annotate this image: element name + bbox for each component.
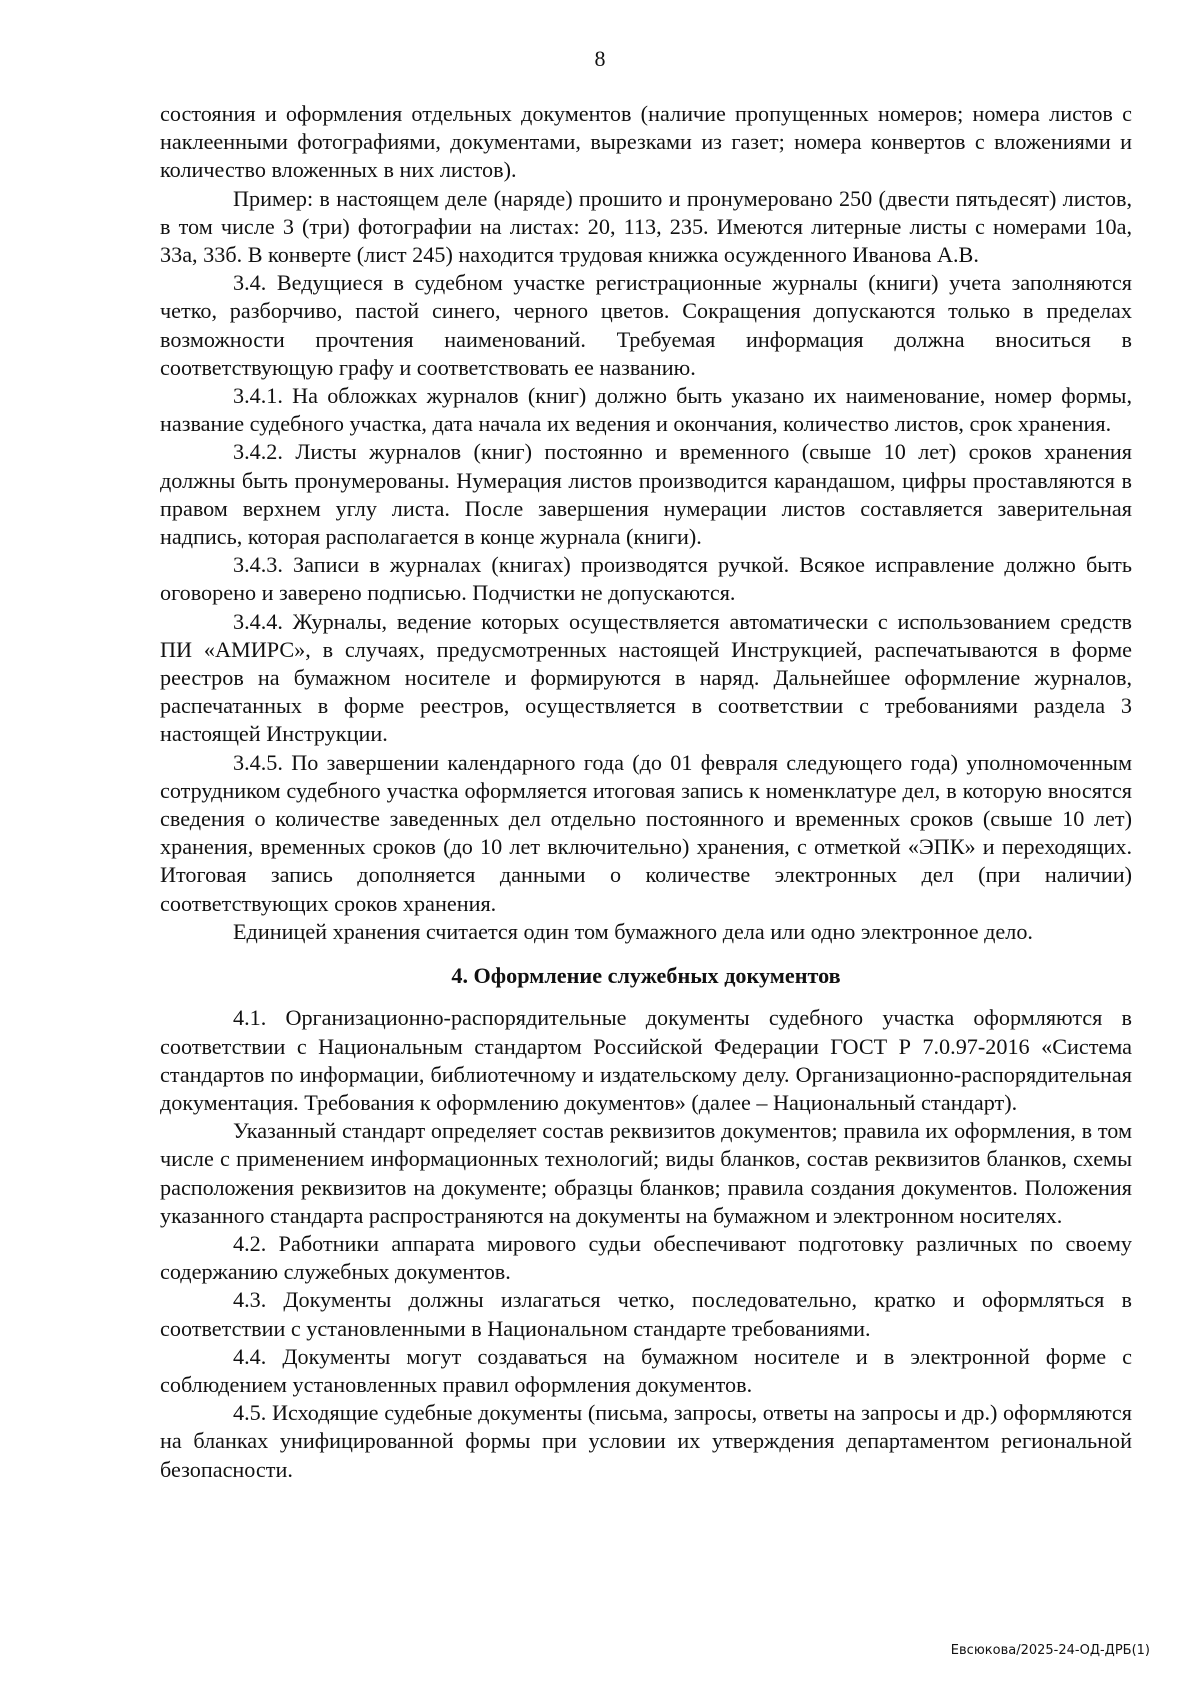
paragraph-3-4-5: 3.4.5. По завершении календарного года (до 01 февраля следующего года) уполномоченным сотрудником судебного участка оформляется итоговая запись к номенклатуре дел, в которую вносятся сведения о количестве заведенных дел отдельно постоянного и временных сроков (свыше 10 лет) хранения, временных сроков (до 10 лет включительно) хранения, с отметкой «ЭПК» и переходящих. Итоговая запись дополняется данными о количестве электронных дел (при наличии) соответствующих сроков хранения. [160,749,1132,916]
document-registration-code: Евсюкова/2025-24-ОД-ДРБ(1) [950,1643,1150,1658]
paragraph-3-4-2: 3.4.2. Листы журналов (книг) постоянно и временного (свыше 10 лет) сроков хранения должны быть пронумерованы. Нумерация листов производится карандашом, цифры проставляются в правом верхнем углу листа. После завершения нумерации листов составляется заверительная надпись, которая располагается в конце журнала (книги). [160,439,1132,550]
paragraph-storage-unit: Единицей хранения считается один том бумажного дела или одно электронное дело. [233,918,1033,944]
paragraph-3-4: 3.4. Ведущиеся в судебном участке регистрационные журналы (книги) учета заполняются четко, разборчиво, пастой синего, черного цветов. Сокращения допускаются только в пределах возможности прочтения наименований. Требуемая информация должна вноситься в соответствующую графу и соответствовать ее названию. [160,270,1132,380]
paragraph-3-4-1: 3.4.1. На обложках журналов (книг) должно быть указано их наименование, номер формы, название судебного участка, дата начала их ведения и окончания, количество листов, срок хранения. [160,383,1132,437]
paragraph-example: Пример: в настоящем деле (наряде) прошито и пронумеровано 250 (двести пятьдесят) листов, в том числе 3 (три) фотографии на листах: 20, 113, 235. Имеются литерные листы с номерами 10а, 33а, 33б. В конверте (лист 245) находится трудовая книжка осужденного Иванова А.В. [160,185,1132,268]
section-heading: 4. Оформление служебных документов [451,963,841,989]
paragraph-4-3: 4.3. Документы должны излагаться четко, последовательно, кратко и оформляться в соответствии с установленными в Национальном стандарте требованиями. [160,1287,1132,1341]
paragraph-4-1: 4.1. Организационно-распорядительные документы судебного участка оформляются в соответствии с Национальным стандартом Российской Федерации ГОСТ Р 7.0.97-2016 «Система стандартов по информации, библиотечному и издательскому делу. Организационно-распорядительная документация. Требования к оформлению документов» (далее – Национальный стандарт). [160,1005,1132,1115]
document-body [160,100,1132,1484]
paragraph-continuation: состояния и оформления отдельных документов (наличие пропущенных номеров; номера листов с наклеенными фотографиями, документами, вырезками из газет; номера конвертов с вложениями и количество вложенных в них листов). [160,101,1132,183]
paragraph-3-4-4: 3.4.4. Журналы, ведение которых осуществляется автоматически с использованием средств ПИ «АМИРС», в случаях, предусмотренных настоящей Инструкцией, распечатываются в форме реестров на бумажном носителе и формируются в наряд. Дальнейшее оформление журналов, распечатанных в форме реестров, осуществляется в соответствии с требованиями раздела 3 настоящей Инструкции. [160,608,1132,747]
paragraph-3-4-3: 3.4.3. Записи в журналах (книгах) производятся ручкой. Всякое исправление должно быть оговорено и заверено подписью. Подчистки не допускаются. [160,552,1132,606]
page-number: 8 [594,46,606,71]
paragraph-4-4: 4.4. Документы могут создаваться на бумажном носителе и в электронной форме с соблюдением установленных правил оформления документов. [160,1343,1132,1397]
paragraph-4-2: 4.2. Работники аппарата мирового судьи обеспечивают подготовку различных по своему содержанию служебных документов. [160,1230,1132,1285]
paragraph-4-5: 4.5. Исходящие судебные документы (письма, запросы, ответы на запросы и др.) оформляются на бланках унифицированной формы при условии их утверждения департаментом региональной безопасности. [160,1400,1132,1482]
paragraph-standard-scope: Указанный стандарт определяет состав реквизитов документов; правила их оформления, в том числе с применением информационных технологий; виды бланков, состав реквизитов бланков, схемы расположения реквизитов на документе; образцы бланков; правила создания документов. Положения указанного стандарта распространяются на документы на бумажном и электронном носителях. [160,1118,1132,1228]
